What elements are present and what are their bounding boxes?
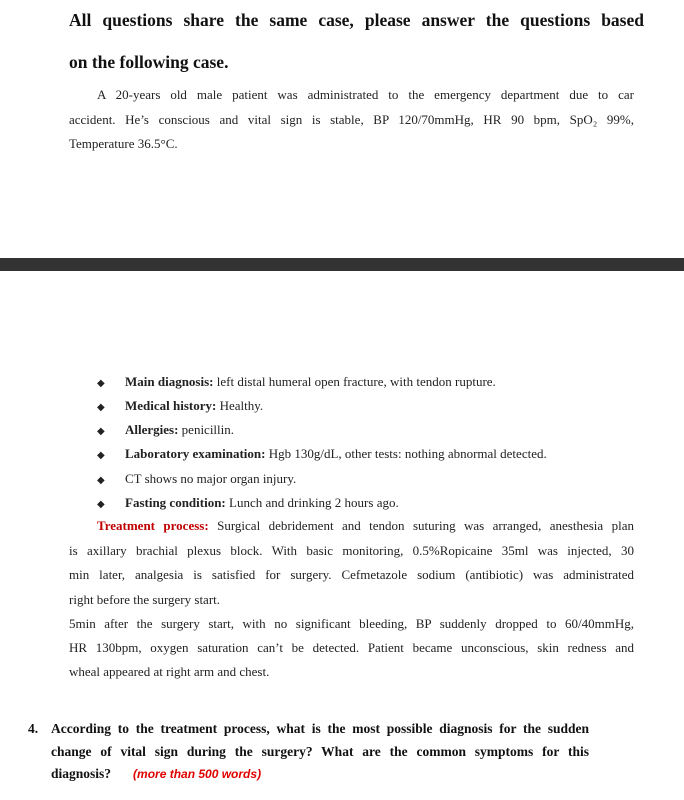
question-line-3 — [51, 766, 589, 782]
bullet-text: left distal humeral open fracture, with tendon rupture. — [213, 374, 496, 389]
bullet-icon: ◆ — [97, 378, 105, 389]
case-intro-line-2: accident. He’s conscious and vital sign is stable, BP 120/70mmHg, HR 90 bpm, SpO₂ 99%, — [69, 112, 634, 127]
bullet-text: penicillin. — [178, 422, 235, 437]
bullet-label: Main diagnosis: — [125, 374, 214, 389]
treatment-line-6: HR 130bpm, oxygen saturation can’t be detected. Patient became unconscious, skin redness and — [69, 640, 634, 655]
treatment-line-3: min later, analgesia is satisfied for surgery. Cefmetazole sodium (antibiotic) was administrated — [69, 567, 634, 582]
treatment-line-4: right before the surgery start. — [69, 592, 221, 607]
treatment-line-2: is axillary brachial plexus block. With basic monitoring, 0.5%Ropicaine 35ml was injected, 30 — [69, 543, 634, 558]
bullet-fasting-condition — [97, 495, 399, 511]
bullet-text: CT shows no major organ injury. — [125, 471, 297, 486]
treatment-label: Treatment process: — [97, 518, 209, 533]
bullet-icon: ◆ — [97, 426, 105, 437]
question-line-3-text: diagnosis? — [51, 766, 112, 781]
bullet-icon: ◆ — [97, 475, 105, 486]
case-intro-line-3: Temperature 36.5°C. — [69, 136, 178, 151]
bullet-label: Allergies: — [125, 422, 179, 437]
bullet-icon: ◆ — [97, 450, 105, 461]
question-line-1: According to the treatment process, what is the most possible diagnosis for the sudden — [51, 721, 589, 736]
bullet-icon: ◆ — [97, 499, 105, 510]
bullet-laboratory-examination — [97, 446, 547, 462]
case-intro-line-1: A 20-years old male patient was administrated to the emergency department due to car — [97, 87, 634, 102]
bullet-text: Lunch and drinking 2 hours ago. — [225, 495, 399, 510]
bullet-main-diagnosis — [97, 374, 496, 390]
treatment-line-5: 5min after the surgery start, with no significant bleeding, BP suddenly dropped to 60/40mmHg, — [69, 616, 634, 631]
bullet-ct — [97, 471, 296, 487]
question-line-2: change of vital sign during the surgery? What are the common symptoms for this — [51, 744, 589, 759]
bullet-text: Hgb 130g/dL, other tests: nothing abnormal detected. — [265, 446, 547, 461]
bullet-label: Medical history: — [125, 398, 217, 413]
treatment-text: Surgical debridement and tendon suturing was arranged, anesthesia plan — [208, 518, 634, 533]
treatment-line-1 — [97, 518, 634, 534]
bullet-medical-history — [97, 398, 263, 414]
treatment-line-7: wheal appeared at right arm and chest. — [69, 664, 270, 679]
question-number: 4. — [28, 721, 39, 736]
case-heading-line-1: All questions share the same case, please answer the questions based — [69, 10, 644, 30]
bullet-label: Laboratory examination: — [125, 446, 266, 461]
bullet-label: Fasting condition: — [125, 495, 226, 510]
bullet-icon: ◆ — [97, 402, 105, 413]
case-heading-line-2: on the following case. — [69, 52, 229, 72]
word-count-note: (more than 500 words) — [133, 767, 262, 781]
bullet-text: Healthy. — [216, 398, 264, 413]
page-divider — [0, 258, 684, 271]
bullet-allergies — [97, 422, 234, 438]
